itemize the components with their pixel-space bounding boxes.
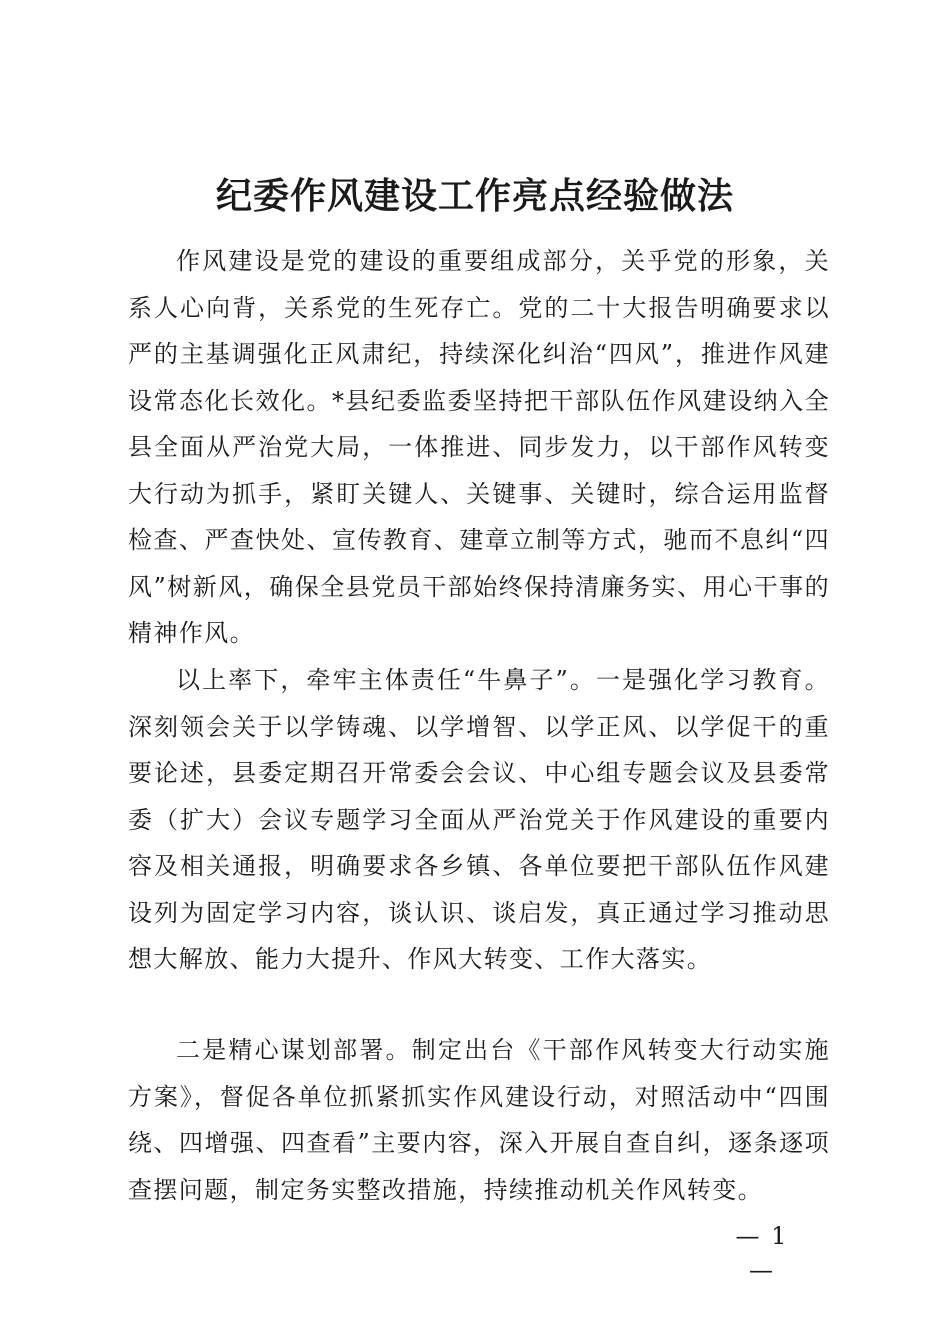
paragraph-leadership-responsibility: 以上率下，牵牢主体责任“牛鼻子”。一是强化学习教育。深刻领会关于以学铸魂、以学增智、以学正风、以学促干的重要论述，县委定期召开常委会会议、中心组专题会议及县委常委（扩大）会议专题学习全面从严治党关于作风建设的重要内容及相关通报，明确要求各乡镇、各单位要把干部队伍作风建设列为固定学习内容，谈认识、谈启发，真正通过学习推动思想大解放、能力大提升、作风大转变、工作大落实。 [128, 666, 830, 973]
document-title: 纪委作风建设工作亮点经验做法 [215, 175, 734, 217]
paragraph-planning-deployment: 二是精心谋划部署。制定出台《干部作风转变大行动实施方案》，督促各单位抓紧抓实作风建设行动，对照活动中“四围绕、四增强、四查看”主要内容，深入开展自查自纠，逐条逐项查摆问题，制定务实整改措施，持续推动机关作风转变。 [128, 1036, 830, 1204]
paragraph-intro: 作风建设是党的建设的重要组成部分，关乎党的形象，关系人心向背，关系党的生死存亡。党的二十大报告明确要求以严的主基调强化正风肃纪，持续深化纠治“四风”，推进作风建设常态化长效化。*县纪委监委坚持把干部队伍作风建设纳入全县全面从严治党大局，一体推进、同步发力，以干部作风转变大行动为抓手，紧盯关键人、关键事、关键时，综合运用监督检查、严查快处、宣传教育、建章立制等方式，驰而不息纠“四风”树新风，确保全县党员干部始终保持清廉务实、用心干事的精神作风。 [128, 247, 830, 647]
page-number: — 1 — [735, 1222, 789, 1284]
